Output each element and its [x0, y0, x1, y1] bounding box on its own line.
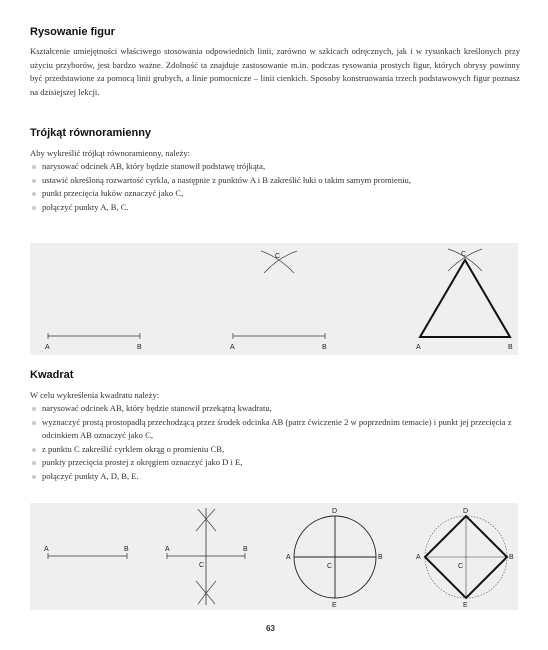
point-label-b: B — [378, 554, 383, 561]
page-number: 63 — [266, 624, 275, 633]
triangle-construction-figure — [30, 243, 518, 355]
intro-paragraph: Kształcenie umiejętności właściwego stosowania odpowiednich linii, zarówno w szkicach odręcznych, jak i w rysunkach kreślonych przy użyciu przyborów, jest bardzo ważne. Zdolność ta znajduje zastosowanie m.in. podczas rysowania prostych figur, których obrysy powinny być przedstawione za pomocą linii grubych, a linie pomocnicze – linii cienkich. Sposoby konstruowania trzech podstawowych figur poznasz na dzisiejszej lekcji. — [30, 46, 520, 97]
triangle-intro: Aby wykreślić trójkąt równoramienny, należy: — [30, 148, 191, 158]
point-label-c: C — [327, 563, 333, 570]
list-item: punkt przecięcia łuków oznaczyć jako C, — [30, 187, 520, 201]
point-label-c: C — [461, 251, 467, 258]
list-item: z punktu C zakreślić cyrklem okrąg o promieniu CB, — [30, 443, 520, 457]
triangle-steps-list — [30, 160, 520, 214]
section-title-square: Kwadrat — [30, 369, 74, 381]
point-label-a: A — [230, 344, 235, 351]
point-label-a: A — [165, 546, 170, 553]
point-label-e: E — [332, 602, 337, 609]
point-label-c: C — [458, 563, 464, 570]
point-label-b: B — [508, 344, 513, 351]
square-intro: W celu wykreślenia kwadratu należy: — [30, 390, 160, 400]
point-label-a: A — [416, 344, 421, 351]
square-step3-diagram — [286, 508, 383, 609]
point-label-c: C — [275, 253, 281, 260]
point-label-e: E — [463, 602, 468, 609]
point-label-a: A — [416, 554, 421, 561]
point-label-b: B — [243, 546, 248, 553]
list-item: narysować odcinek AB, który będzie stanowił podstawę trójkąta, — [30, 160, 520, 174]
point-label-a: A — [45, 344, 50, 351]
triangle-abc — [420, 260, 510, 337]
arc-upper-left — [198, 509, 216, 531]
list-item: wyznaczyć prostą prostopadłą przechodzącą przez środek odcinka AB (patrz ćwiczenie 2 w poprzednim temacie) i punkt jej przecięcia z odcinkiem AB oznaczyć jako C, — [30, 416, 520, 443]
point-label-b: B — [124, 546, 129, 553]
square-step2-diagram — [165, 508, 248, 605]
point-label-b: B — [509, 554, 514, 561]
list-item: punkty przecięcia prostej z okręgiem oznaczyć jako D i E, — [30, 456, 520, 470]
point-label-b: B — [137, 344, 142, 351]
square-construction-figure — [30, 503, 518, 610]
point-label-d: D — [332, 508, 338, 515]
list-item: połączyć punkty A, D, B, E. — [30, 470, 520, 484]
point-label-a: A — [44, 546, 49, 553]
triangle-step2-diagram — [230, 251, 327, 351]
square-step1-diagram — [44, 546, 129, 559]
square-steps-list — [30, 402, 520, 483]
triangle-step3-diagram — [416, 249, 513, 351]
point-label-a: A — [286, 554, 291, 561]
arc-lower-left — [196, 581, 215, 604]
arc-lower-right — [198, 581, 216, 604]
triangle-step1-diagram — [45, 333, 142, 351]
list-item: ustawić określoną rozwartość cyrkla, a następnie z punktów A i B zakreślić łuki o takim samym promieniu, — [30, 174, 520, 188]
section-title-drawing-figures: Rysowanie figur — [30, 26, 115, 38]
square-step4-diagram — [416, 508, 514, 609]
arc-upper-right — [196, 509, 215, 531]
point-label-b: B — [322, 344, 327, 351]
list-item: narysować odcinek AB, który będzie stanowił przekątną kwadratu, — [30, 402, 520, 416]
list-item: połączyć punkty A, B, C. — [30, 201, 520, 215]
point-label-d: D — [463, 508, 469, 515]
point-label-c: C — [199, 562, 205, 569]
section-title-isosceles-triangle: Trójkąt równoramienny — [30, 127, 152, 139]
